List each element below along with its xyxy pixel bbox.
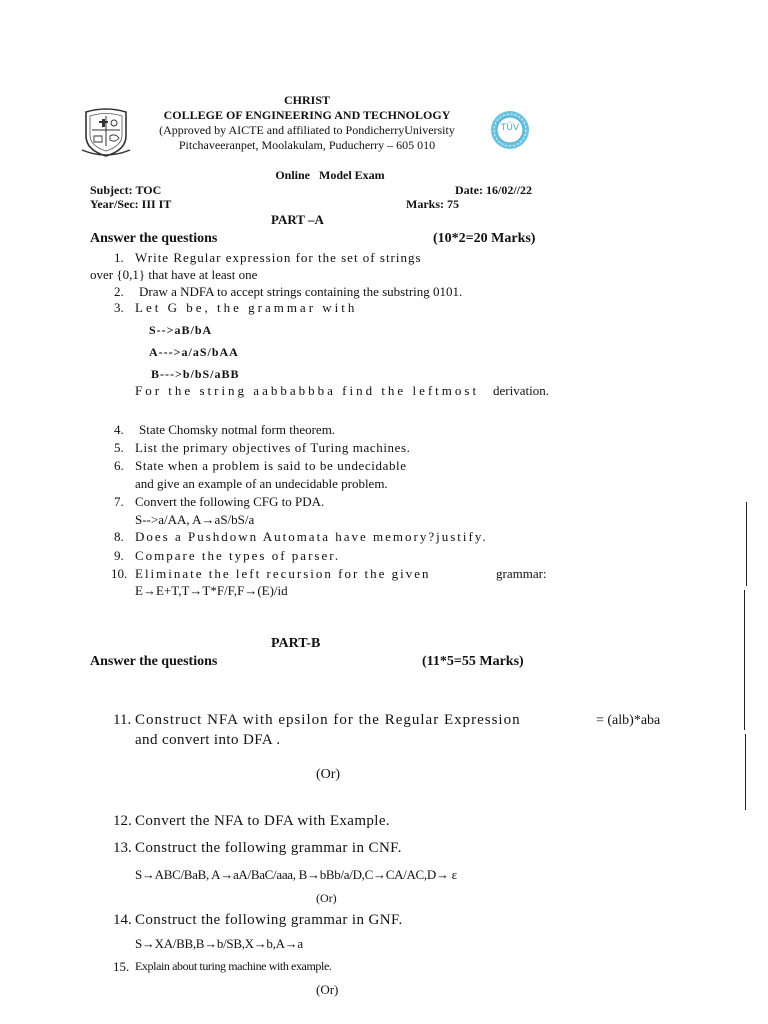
header-address: Pitchaveeranpet, Moolakulam, Puducherry – 605 010 bbox=[178, 138, 436, 152]
part-a-instruction: Answer the questions bbox=[90, 231, 218, 246]
grammar-rule-b: B--->b/bS/aBB bbox=[151, 367, 240, 381]
exam-date: Date: 16/02//22 bbox=[455, 183, 532, 197]
question-3-derivation-end: derivation. bbox=[493, 383, 549, 398]
question-11-text: Construct NFA with epsilon for the Regular Expression bbox=[135, 712, 521, 728]
exam-subject: Subject: TOC bbox=[90, 183, 162, 197]
certification-badge bbox=[490, 110, 530, 150]
question-14-grammar: S→XA/BB,B→b/SB,X→b,A→a bbox=[135, 936, 303, 951]
margin-rule-3 bbox=[745, 734, 746, 810]
question-8-text: Does a Pushdown Automata have memory?justify. bbox=[135, 529, 488, 544]
question-7-grammar: S-->a/AA, A→aS/bS/a bbox=[135, 512, 255, 527]
question-11-text-cont: and convert into DFA . bbox=[135, 732, 281, 748]
question-1-text: Write Regular expression for the set of strings bbox=[135, 250, 422, 265]
question-2-number: 2. bbox=[114, 284, 124, 299]
question-7-number: 7. bbox=[114, 494, 124, 509]
question-6-number: 6. bbox=[114, 458, 124, 473]
question-14-number: 14. bbox=[113, 912, 132, 928]
part-b-title: PART-B bbox=[271, 636, 321, 651]
question-5-number: 5. bbox=[114, 440, 124, 455]
or-separator-1: (Or) bbox=[316, 767, 341, 782]
question-11-text-end: = (alb)*aba bbox=[596, 713, 661, 728]
or-separator-3: (Or) bbox=[316, 982, 339, 997]
badge-label: TÜV bbox=[500, 123, 520, 133]
question-7-text: Convert the following CFG to PDA. bbox=[135, 494, 325, 509]
part-a-title: PART –A bbox=[271, 212, 324, 227]
question-12-number: 12. bbox=[113, 813, 132, 829]
question-9-number: 9. bbox=[114, 548, 124, 563]
question-10-text: Eliminate the left recursion for the given bbox=[135, 566, 431, 581]
question-5-text: List the primary objectives of Turing machines. bbox=[135, 440, 411, 455]
question-15-text: Explain about turing machine with example. bbox=[135, 959, 332, 973]
part-a-marks: (10*2=20 Marks) bbox=[433, 231, 536, 246]
question-8-number: 8. bbox=[114, 529, 124, 544]
part-b-instruction: Answer the questions bbox=[90, 654, 218, 669]
header-approval: (Approved by AICTE and affiliated to PondicherryUniversity bbox=[159, 123, 455, 137]
question-1-text-cont: over {0,1} that have at least one bbox=[90, 267, 258, 282]
question-4-text: State Chomsky notmal form theorem. bbox=[139, 422, 336, 437]
question-6-text-cont: and give an example of an undecidable problem. bbox=[135, 476, 388, 491]
exam-title: Online Model Exam bbox=[275, 168, 385, 182]
question-2-text: Draw a NDFA to accept strings containing the substring 0101. bbox=[139, 284, 463, 299]
question-15-number: 15. bbox=[113, 959, 130, 974]
question-3-text: Let G be, the grammar with bbox=[135, 300, 358, 315]
question-11-number: 11. bbox=[113, 712, 132, 728]
question-10-grammar: E→E+T,T→T*F/F,F→(E)/id bbox=[135, 583, 288, 598]
header-college-name: COLLEGE OF ENGINEERING AND TECHNOLOGY bbox=[163, 108, 451, 122]
question-14-text: Construct the following grammar in GNF. bbox=[135, 912, 403, 928]
question-12-text: Convert the NFA to DFA with Example. bbox=[135, 813, 391, 829]
margin-rule-1 bbox=[746, 502, 747, 586]
exam-marks: Marks: 75 bbox=[406, 197, 459, 211]
margin-rule-2 bbox=[744, 590, 745, 730]
header-line1: CHRIST bbox=[283, 93, 330, 107]
or-separator-2: (Or) bbox=[316, 891, 337, 905]
question-6-text: State when a problem is said to be undecidable bbox=[135, 458, 407, 473]
question-13-number: 13. bbox=[113, 840, 132, 856]
question-1-number: 1. bbox=[114, 250, 124, 265]
question-10-text-end: grammar: bbox=[496, 566, 547, 581]
question-13-text: Construct the following grammar in CNF. bbox=[135, 840, 402, 856]
part-b-marks: (11*5=55 Marks) bbox=[422, 654, 524, 669]
exam-year-section: Year/Sec: III IT bbox=[90, 197, 172, 211]
grammar-rule-a: A--->a/aS/bAA bbox=[149, 345, 239, 359]
grammar-rule-s: S-->aB/bA bbox=[149, 323, 213, 337]
question-3-derivation: For the string aabbabbba find the leftmost bbox=[135, 383, 480, 398]
question-9-text: Compare the types of parser. bbox=[135, 548, 341, 563]
question-10-number: 10. bbox=[111, 566, 128, 581]
question-3-number: 3. bbox=[114, 300, 124, 315]
question-13-grammar: S→ABC/BaB, A→aA/BaC/aaa, B→bBb/a/D,C→CA/AC,D→ ε bbox=[135, 867, 457, 882]
question-4-number: 4. bbox=[114, 422, 124, 437]
college-logo bbox=[80, 106, 132, 158]
